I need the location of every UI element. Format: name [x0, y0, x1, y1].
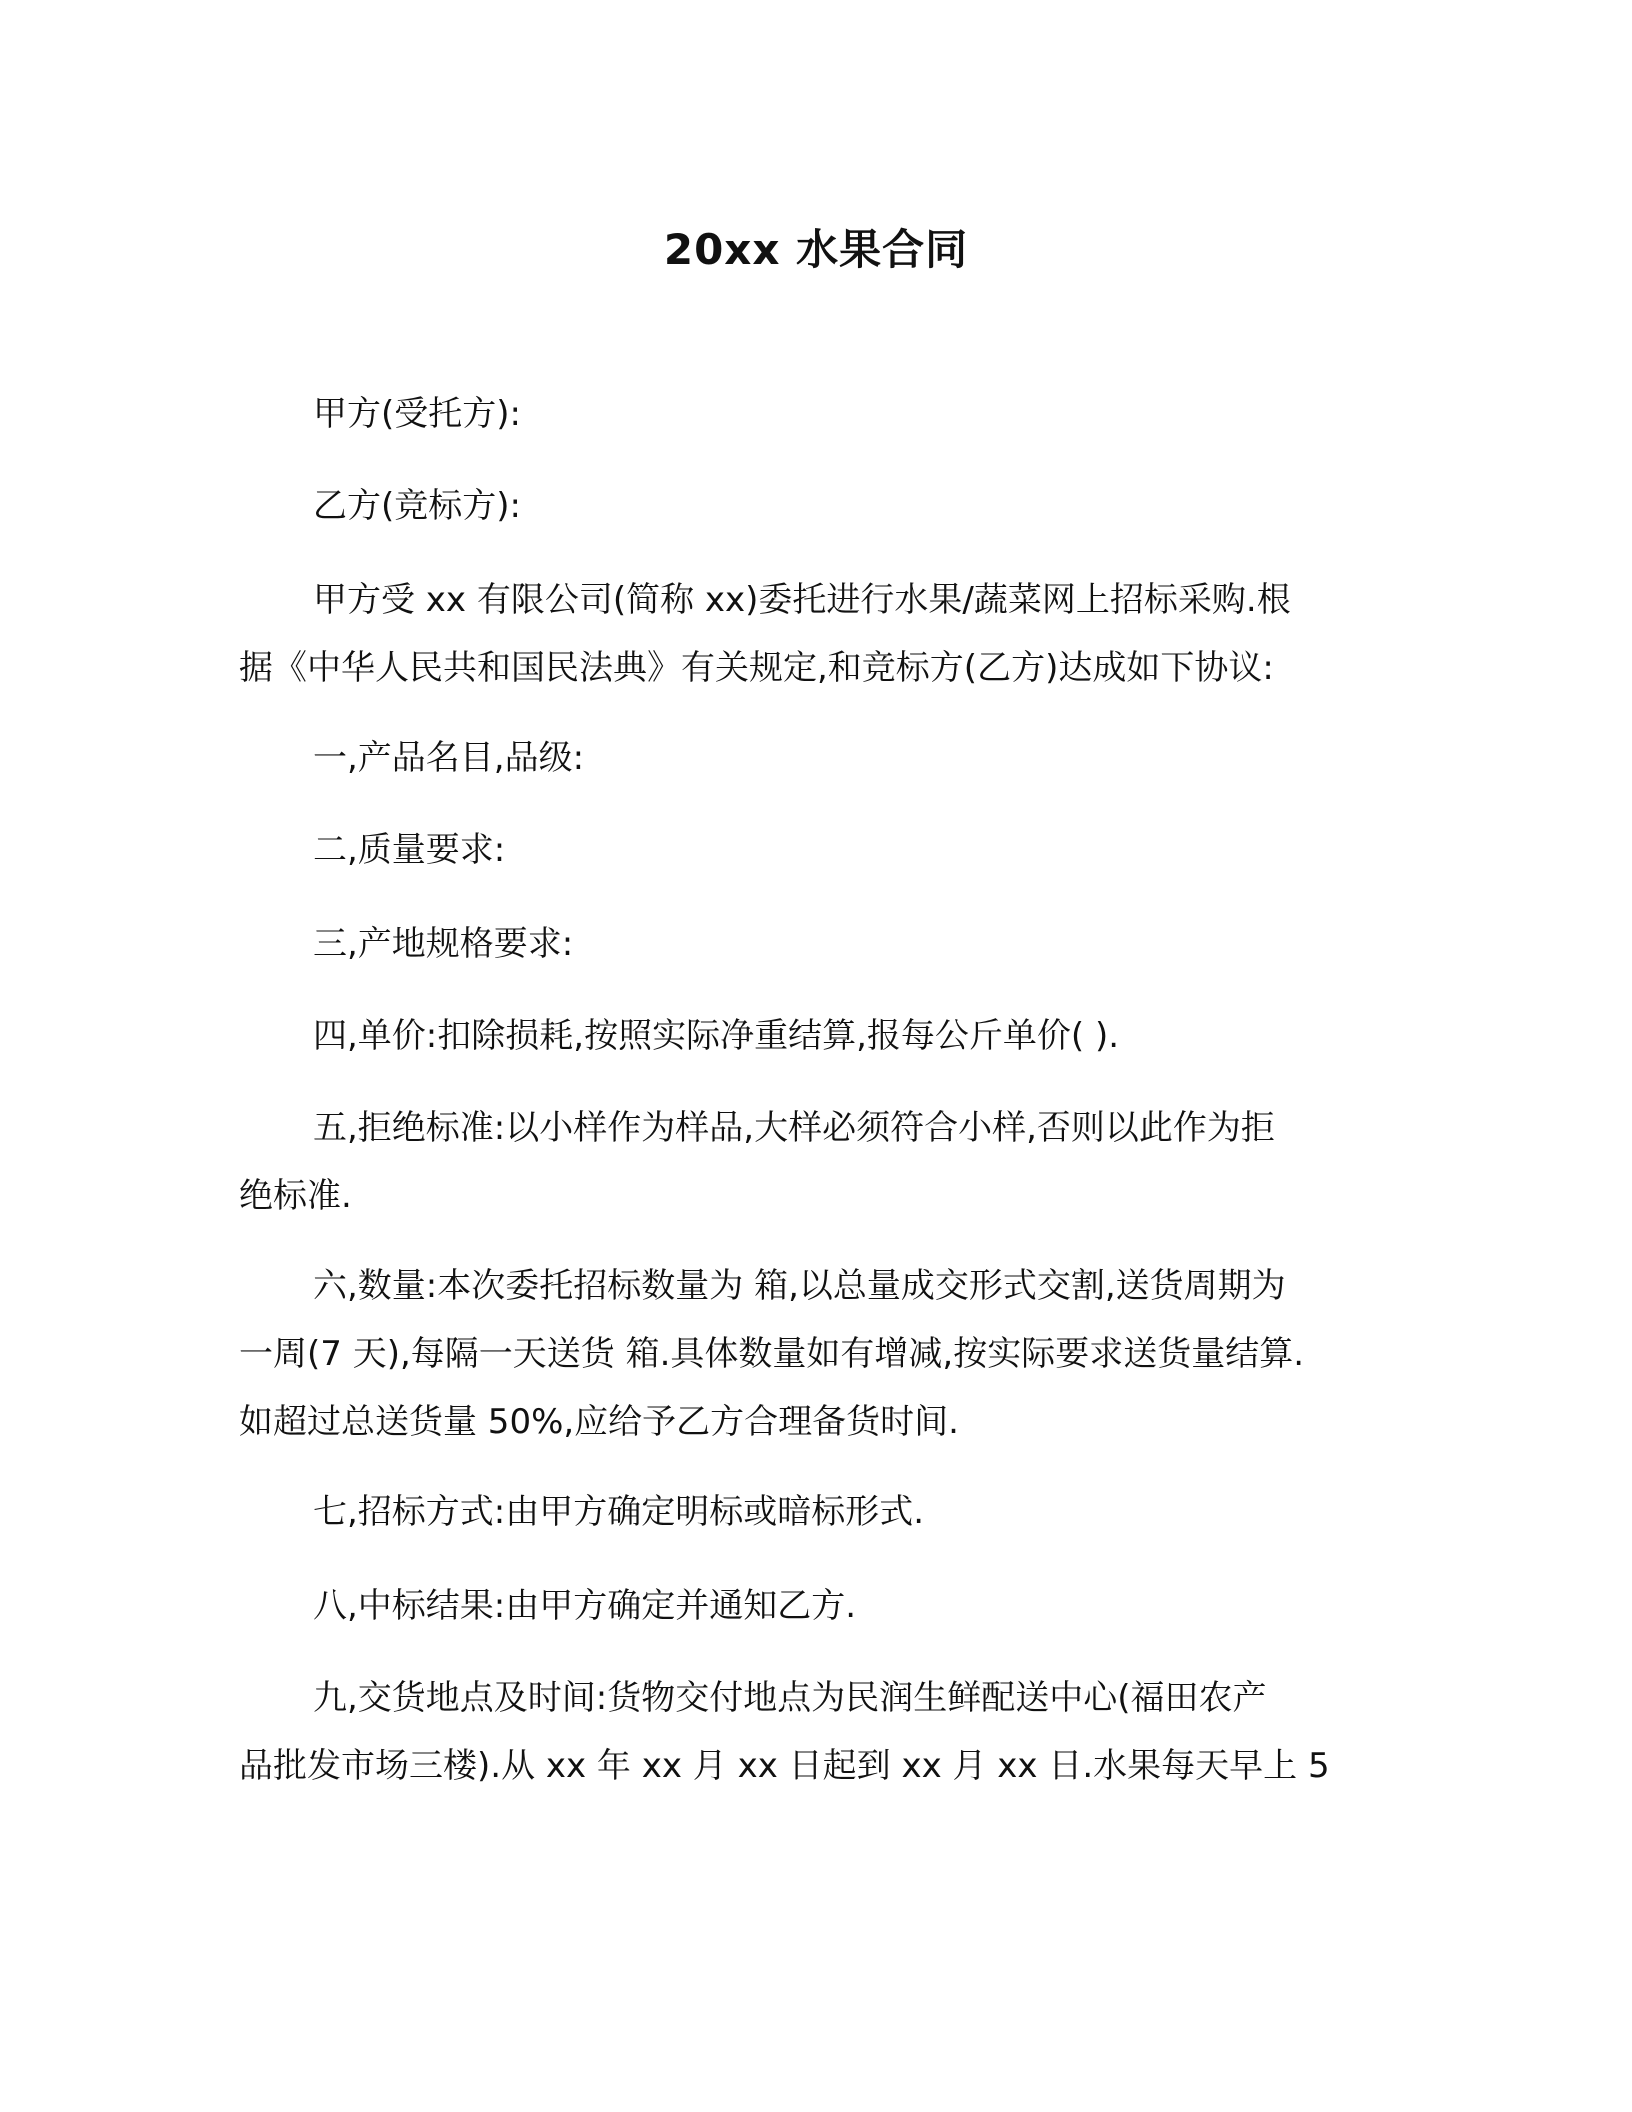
clause-9 — [239, 1664, 1399, 1800]
clause-9-line-2: 品批发市场三楼).从 xx 年 xx 月 xx 日起到 xx 月 xx 日.水果每天早上 5 — [239, 1746, 1330, 1786]
clause-1-text: 一,产品名目,品级: — [313, 738, 585, 778]
clause-6-line-3: 如超过总送货量 50%,应给予乙方合理备货时间. — [239, 1402, 959, 1442]
clause-7-text: 七,招标方式:由甲方确定明标或暗标形式. — [313, 1492, 925, 1532]
clause-6 — [239, 1252, 1399, 1456]
clause-8-text: 八,中标结果:由甲方确定并通知乙方. — [313, 1586, 857, 1626]
party-a-line — [239, 380, 1399, 448]
clause-2-text: 二,质量要求: — [313, 830, 506, 870]
document-title: 20xx 水果合同 — [663, 225, 969, 274]
intro-paragraph — [239, 566, 1399, 702]
party-a-label: 甲方(受托方): — [313, 394, 521, 434]
clause-7 — [239, 1478, 1399, 1546]
intro-line-2: 据《中华人民共和国民法典》有关规定,和竞标方(乙方)达成如下协议: — [239, 648, 1274, 688]
party-b-label: 乙方(竞标方): — [313, 486, 521, 526]
clause-5-line-2: 绝标准. — [239, 1176, 352, 1216]
clause-3-text: 三,产地规格要求: — [313, 924, 574, 964]
clause-6-line-2: 一周(7 天),每隔一天送货 箱.具体数量如有增减,按实际要求送货量结算. — [239, 1334, 1305, 1374]
party-b-line — [239, 472, 1399, 540]
clause-2 — [239, 816, 1399, 884]
clause-9-line-1: 九,交货地点及时间:货物交付地点为民润生鲜配送中心(福田农产 — [313, 1678, 1267, 1718]
clause-5-line-1: 五,拒绝标准:以小样作为样品,大样必须符合小样,否则以此作为拒 — [313, 1108, 1275, 1148]
clause-3 — [239, 910, 1399, 978]
clause-1 — [239, 724, 1399, 792]
clause-6-line-1: 六,数量:本次委托招标数量为 箱,以总量成交形式交割,送货周期为 — [313, 1266, 1286, 1306]
intro-line-1: 甲方受 xx 有限公司(简称 xx)委托进行水果/蔬菜网上招标采购.根 — [313, 580, 1291, 620]
clause-4 — [239, 1002, 1399, 1070]
clause-4-text: 四,单价:扣除损耗,按照实际净重结算,报每公斤单价( ). — [313, 1016, 1120, 1056]
clause-5 — [239, 1094, 1399, 1230]
clause-8 — [239, 1572, 1399, 1640]
